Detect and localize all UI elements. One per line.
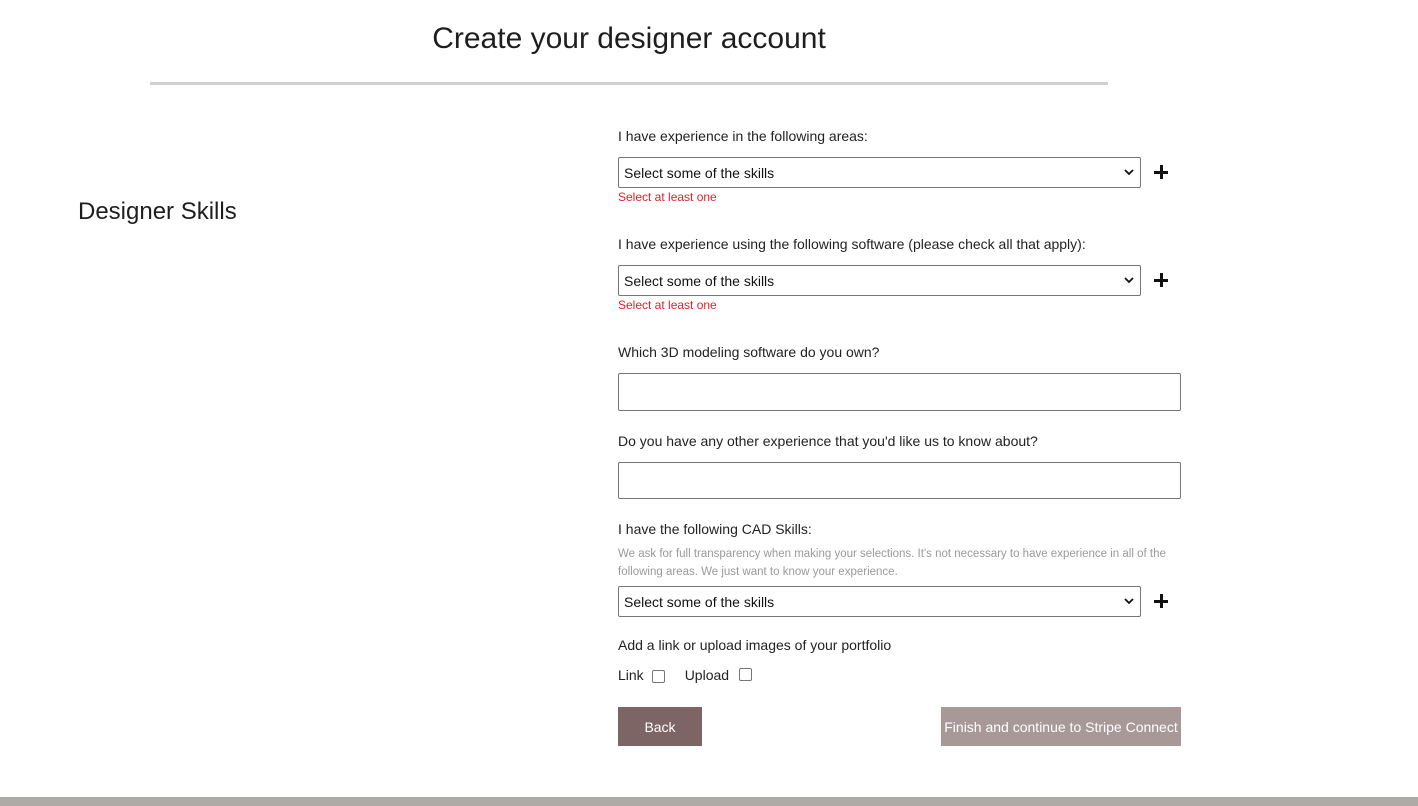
cad-select[interactable] — [618, 586, 1141, 617]
section-title: Designer Skills — [78, 198, 237, 225]
link-option-label: Link — [618, 667, 644, 683]
add-areas-icon[interactable] — [1154, 165, 1168, 179]
areas-select-value: Select some of the skills — [624, 164, 775, 181]
other-experience-label: Do you have any other experience that you'd like us to know about? — [618, 433, 1038, 449]
cad-select-value: Select some of the skills — [624, 593, 775, 610]
link-checkbox[interactable] — [652, 670, 665, 683]
cad-label: I have the following CAD Skills: — [618, 521, 812, 537]
modeling-input[interactable] — [618, 373, 1181, 411]
software-label: I have experience using the following software (please check all that apply): — [618, 236, 1086, 252]
portfolio-options — [618, 667, 752, 683]
areas-select[interactable] — [618, 157, 1141, 188]
chevron-down-icon — [1124, 167, 1134, 177]
add-software-icon[interactable] — [1154, 273, 1168, 287]
cad-hint: We ask for full transparency when making your selections. It's not necessary to have experience in all of the following areas. We just want to know your experience. — [618, 548, 1166, 578]
software-error: Select at least one — [618, 298, 717, 312]
back-button[interactable]: Back — [618, 707, 702, 746]
title-divider — [150, 82, 1108, 85]
upload-option-label: Upload — [684, 667, 730, 683]
page-title: Create your designer account — [432, 22, 826, 55]
upload-checkbox[interactable] — [739, 668, 752, 681]
software-select[interactable] — [618, 265, 1141, 296]
finish-button[interactable]: Finish and continue to Stripe Connect — [941, 707, 1181, 746]
add-cad-icon[interactable] — [1154, 594, 1168, 608]
chevron-down-icon — [1124, 275, 1134, 285]
portfolio-label: Add a link or upload images of your portfolio — [618, 637, 892, 653]
chevron-down-icon — [1124, 596, 1134, 606]
areas-error: Select at least one — [618, 190, 717, 204]
modeling-label: Which 3D modeling software do you own? — [618, 344, 880, 360]
software-select-value: Select some of the skills — [624, 272, 775, 289]
areas-label: I have experience in the following areas: — [618, 128, 868, 144]
footer-bar — [0, 797, 1418, 806]
other-experience-input[interactable] — [618, 462, 1181, 499]
